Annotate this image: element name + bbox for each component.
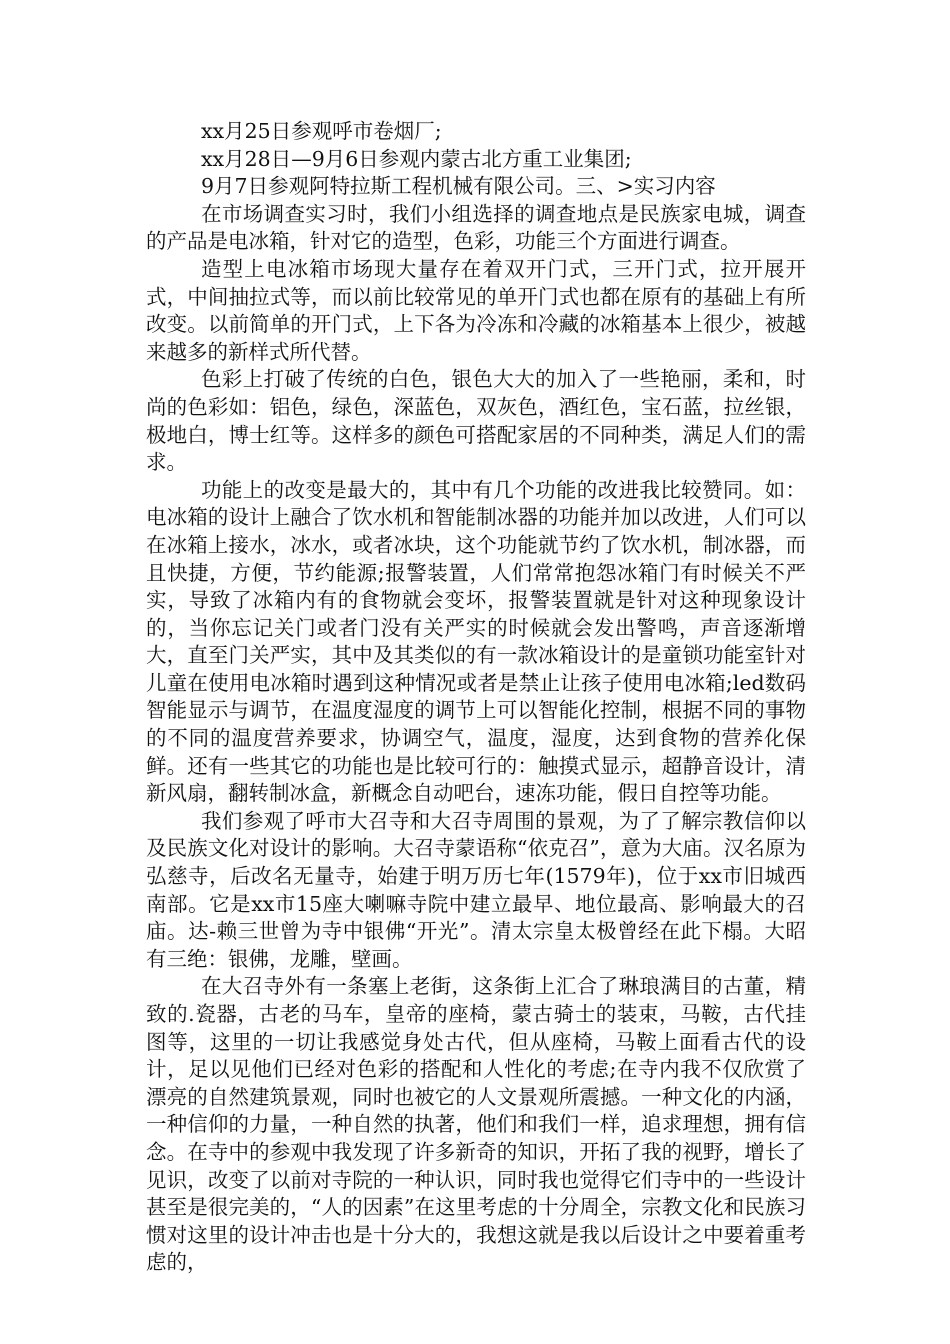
paragraph-color: 色彩上打破了传统的白色，银色大大的加入了一些艳丽，柔和，时尚的色彩如：铝色，绿色，深蓝色，双灰色，酒红色，宝石蓝，拉丝银，极地白，博士红等。这样多的颜色可搭配家居的不同种类，满足人们的需求。: [146, 367, 806, 475]
paragraph-visit-cigarette-factory: xx月25日参观呼市卷烟厂;: [201, 119, 442, 143]
paragraph-market-survey: 在市场调查实习时，我们小组选择的调查地点是民族家电城，调查的产品是电冰箱，针对它的造型，色彩，功能三个方面进行调查。: [146, 201, 806, 254]
paragraph-visit-atlas-and-section-heading: 9月7日参观阿特拉斯工程机械有限公司。三、>实习内容: [201, 174, 716, 199]
document-body: [146, 118, 806, 1277]
paragraph-old-street: 在大召寺外有一条塞上老街，这条街上汇合了琳琅满目的古董，精致的.瓷器，古老的马车，皇帝的座椅，蒙古骑士的装束，马鞍，古代挂图等，这里的一切让我感觉身处古代，但从座椅，马鞍上面看古代的设计，足以见他们已经对色彩的搭配和人性化的考虑;在寺内我不仅欣赏了漂亮的自然建筑景观，同时也被它的人文景观所震撼。一种文化的内涵，一种信仰的力量，一种自然的执著，他们和我们一样，追求理想，拥有信念。在寺中的参观中我发现了许多新奇的知识，开拓了我的视野，增长了见识，改变了以前对寺院的一种认识，同时我也觉得它们寺中的一些设计甚至是很完美的，“人的因素”在这里考虑的十分周全，宗教文化和民族习惯对这里的设计冲击也是十分大的，我想这就是我以后设计之中要着重考虑的，: [146, 974, 806, 1275]
paragraph-shape: 造型上电冰箱市场现大量存在着双开门式，三开门式，拉开展开式，中间抽拉式等，而以前比较常见的单开门式也都在原有的基础上有所改变。以前简单的开门式，上下各为冷冻和冷藏的冰箱基本上很少，被越来越多的新样式所代替。: [146, 256, 806, 364]
paragraph-function: 功能上的改变是最大的，其中有几个功能的改进我比较赞同。如：电冰箱的设计上融合了饮水机和智能制冰器的功能并加以改进，人们可以在冰箱上接水，冰水，或者冰块，这个功能就节约了饮水机，制冰器，而且快捷，方便，节约能源;报警装置，人们常常抱怨冰箱门有时候关不严实，导致了冰箱内有的食物就会变坏，报警装置就是针对这种现象设计的，当你忘记关门或者门没有关严实的时候就会发出警鸣，声音逐渐增大，直至门关严实，其中及其类似的有一款冰箱设计的是童锁功能室针对儿童在使用电冰箱时遇到这种情况或者是禁止让孩子使用电冰箱;led数码智能显示与调节，在温度湿度的调节上可以智能化控制，根据不同的事物的不同的温度营养要求，协调空气，温度，湿度，达到食物的营养化保鲜。还有一些其它的功能也是比较可行的：触摸式显示，超静音设计，清新风扇，翻转制冰盒，新概念自动吧台，速冻功能，假日自控等功能。: [146, 477, 806, 806]
paragraph-visit-heavy-industry-group: xx月28日—9月6日参观内蒙古北方重工业集团;: [201, 146, 632, 171]
paragraph-dazhao-temple: 我们参观了呼市大召寺和大召寺周围的景观，为了了解宗教信仰以及民族文化对设计的影响。大召寺蒙语称“依克召”，意为大庙。汉名原为弘慈寺，后改名无量寺，始建于明万历七年(1579年)，位于xx市旧城西南部。它是xx市15座大喇嘛寺院中建立最早、地位最高、影响最大的召庙。达-赖三世曾为寺中银佛“开光”。清太宗皇太极曾经在此下榻。大昭有三绝：银佛，龙雕，壁画。: [146, 808, 806, 971]
